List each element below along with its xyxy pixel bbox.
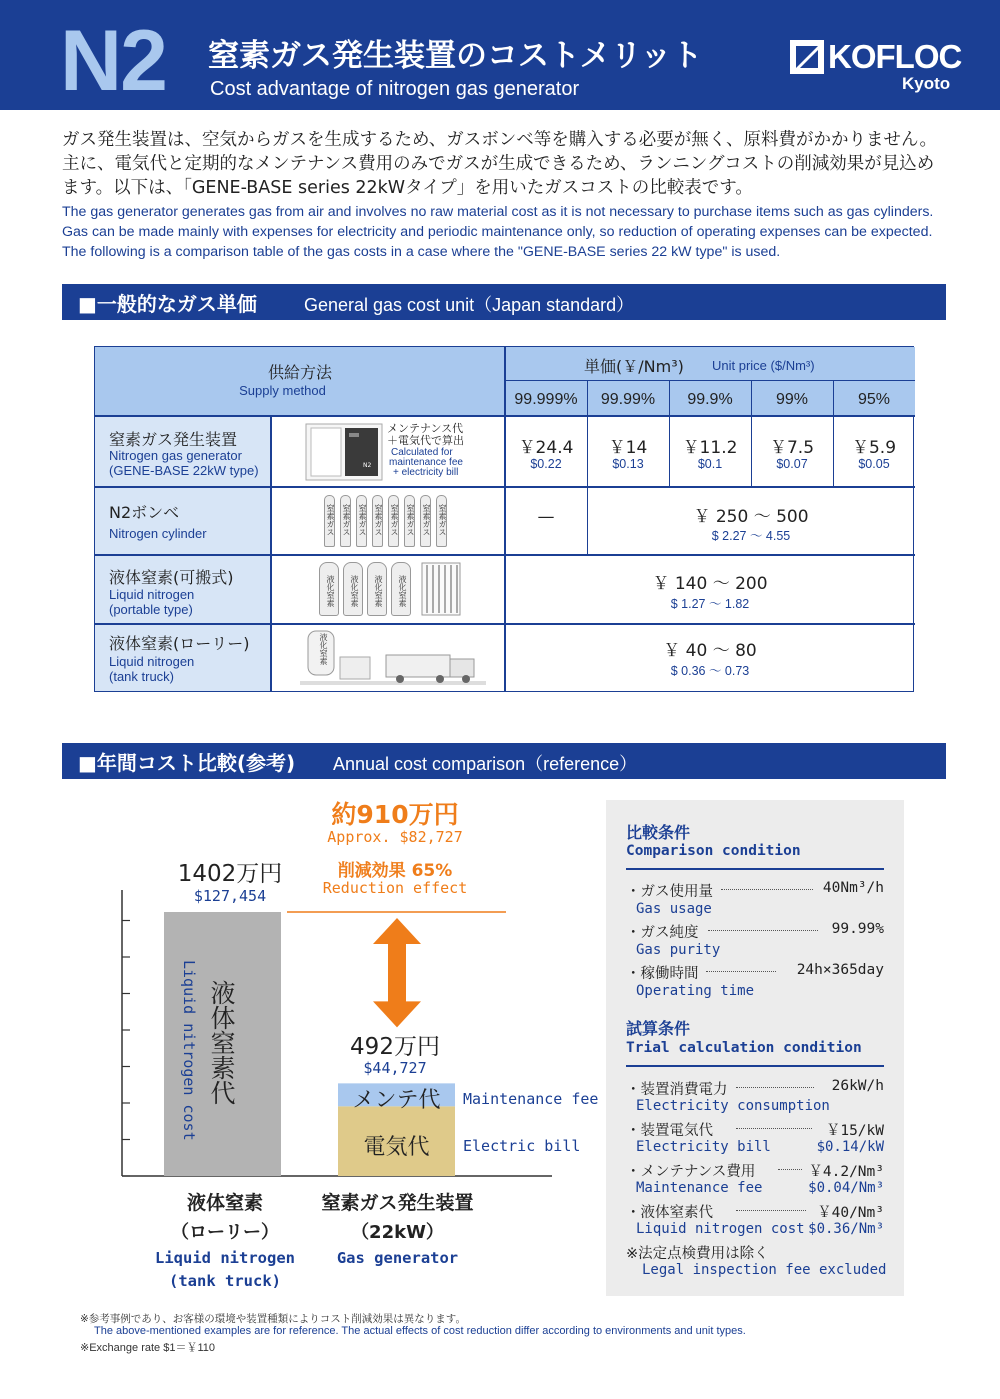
savings-label: 約910万円 <box>331 800 459 829</box>
leader-dots <box>721 889 813 890</box>
cond-gas-purity-label-en: Gas purity <box>636 942 721 958</box>
cylinder-icon: 窒素ガス <box>340 495 351 547</box>
logo-subtext: Kyoto <box>902 74 951 93</box>
category-liquid-en2: (tank truck) <box>169 1272 281 1290</box>
price-95: ￥5.9 <box>851 438 897 458</box>
supply-header-ja: 供給方法 <box>267 363 332 382</box>
dewar-icon: 液化窒素 <box>391 562 411 616</box>
total-liquid-label: 1402万円 <box>177 861 283 887</box>
savings-effect-en: Reduction effect <box>322 879 468 897</box>
cylinder-icon: 窒素ガス <box>420 495 431 547</box>
tank-label: 液化窒素 <box>319 633 328 665</box>
divider <box>626 868 884 870</box>
row-truck-name-ja: 液体窒素(ローリー) <box>109 634 250 653</box>
trial-maintenance-label: ・メンテナンス費用 <box>626 1164 756 1180</box>
n2-badge: N2 <box>60 13 166 109</box>
row-portable-name-en1: Liquid nitrogen <box>109 587 195 602</box>
cond-operating-value: 24h×365day <box>796 962 884 978</box>
category-liquid-ja1: 液体窒素 <box>186 1192 263 1214</box>
truck-price: ￥ 40 〜 80 <box>663 641 757 661</box>
trial-electric-value: ￥15/kW <box>825 1123 884 1139</box>
footer-exchange-rate: ※Exchange rate $1＝￥110 <box>80 1342 215 1354</box>
cond-gas-usage-label-en: Gas usage <box>636 901 712 917</box>
trial-maintenance-value-en: $0.04/Nm³ <box>808 1180 884 1196</box>
leader-dots <box>706 971 776 972</box>
row-generator-name-en2: (GENE-BASE 22kW type) <box>109 463 259 478</box>
cylinder-dash: — <box>537 507 555 527</box>
footer-note-en: The above-mentioned examples are for reference. The actual effects of cost reduction differ according to environments and unit types. <box>94 1325 746 1337</box>
cylinder-icon: 窒素ガス <box>404 495 415 547</box>
cond-operating-label: ・稼働時間 <box>626 966 699 982</box>
cylinder-icon: 窒素ガス <box>372 495 383 547</box>
category-generator-en1: Gas generator <box>336 1249 459 1267</box>
row-generator-name-ja: 窒素ガス発生装置 <box>109 430 238 449</box>
electric-legend: Electric bill <box>463 1137 581 1155</box>
row-portable-name-en2: (portable type) <box>109 602 193 617</box>
section-title-ja: ■一般的なガス単価 <box>78 292 257 316</box>
footer-note-ja: ※参考事例であり、お客様の環境や装置種類によりコスト削減効果は異なります。 <box>80 1313 466 1325</box>
unit-header-ja: 単価(￥/Nm³) <box>584 357 684 376</box>
section-title-ja: ■年間コスト比較(参考) <box>78 751 296 775</box>
generator-note-en2: maintenance fee <box>389 457 463 468</box>
leader-dots <box>778 1169 802 1170</box>
section-title-en: Annual cost comparison（reference） <box>333 754 638 774</box>
generator-note-ja1: メンテナンス代 <box>387 422 464 435</box>
page-subtitle: Cost advantage of nitrogen gas generator <box>210 78 580 100</box>
trial-title-en: Trial calculation condition <box>626 1040 862 1056</box>
conditions-panel <box>606 800 904 1296</box>
leader-dots <box>708 930 818 931</box>
usd-95: $0.05 <box>858 457 890 471</box>
generator-note-ja2: ＋電気代で算出 <box>387 434 464 447</box>
trial-maintenance-value: ￥4.2/Nm³ <box>808 1164 884 1180</box>
cylinder-price: ￥ 250 〜 500 <box>693 507 809 527</box>
legal-note-ja: ※法定点検費用は除く <box>626 1246 769 1262</box>
savings-effect-ja: 削減効果 65% <box>337 861 453 881</box>
row-cylinder-name-ja: N2ボンベ <box>109 503 180 522</box>
generator-note-en1: Calculated for <box>391 447 453 458</box>
purity-2: 99.99% <box>600 391 656 408</box>
leader-dots <box>736 1128 812 1129</box>
trial-liquid-value-en: $0.36/Nm³ <box>808 1221 884 1237</box>
leader-dots <box>736 1210 806 1211</box>
cond-gas-purity-label: ・ガス純度 <box>626 925 699 941</box>
logo-text: KOFLOC <box>828 38 962 75</box>
dewar-icon: 液化窒素 <box>319 562 339 616</box>
trial-liquid-value: ￥40/Nm³ <box>817 1205 884 1221</box>
savings-arrow-icon <box>373 918 421 1027</box>
row-truck-name-en1: Liquid nitrogen <box>109 654 195 669</box>
category-liquid-en1: Liquid nitrogen <box>155 1249 295 1267</box>
cond-gas-usage-label: ・ガス使用量 <box>626 884 713 900</box>
dewar-icon: 液化窒素 <box>367 562 387 616</box>
supply-header-en: Supply method <box>239 383 326 398</box>
trial-liquid-label: ・液体窒素代 <box>626 1205 713 1221</box>
legal-note-en: Legal inspection fee excluded <box>642 1262 887 1278</box>
row-portable-name-ja: 液体窒素(可搬式) <box>109 568 234 587</box>
trial-liquid-label-en: Liquid nitrogen cost <box>636 1221 805 1237</box>
price-99999: ￥24.4 <box>518 438 574 458</box>
cylinder-icon: 窒素ガス <box>388 495 399 547</box>
intro-text-ja: ガス発生装置は、空気からガスを生成するため、ガスボンベ等を購入する必要が無く、原料費がかかりません。主に、電気代と定期的なメンテナンス費用のみでガスが生成できるため、ランニングコストの削減効果が見込めます。以下は、「GENE-BASE series 22kWタイプ」を用いたガスコストの比較表です。 <box>62 130 937 198</box>
liquid-bar-label-en: Liquid nitrogen cost <box>180 960 198 1141</box>
truck-usd: $ 0.36 〜 0.73 <box>670 664 750 678</box>
dewar-icon: 液化窒素 <box>343 562 363 616</box>
liquid-bar-label-ja: 液体窒素代 <box>207 980 236 1105</box>
electric-segment-label: 電気代 <box>363 1135 430 1160</box>
maintenance-segment-label: メンテ代 <box>352 1088 441 1113</box>
purity-3: 99.9% <box>687 391 733 408</box>
cylinder-icon: 窒素ガス <box>324 495 335 547</box>
price-999: ￥11.2 <box>682 438 738 458</box>
comparison-title-en: Comparison condition <box>626 843 801 859</box>
price-99: ￥7.5 <box>769 438 815 458</box>
savings-usd: Approx. $82,727 <box>327 828 463 846</box>
cond-gas-purity-value: 99.99% <box>831 921 884 937</box>
usd-999: $0.1 <box>697 457 723 471</box>
svg-text:N2: N2 <box>363 462 372 469</box>
trial-power-label: ・装置消費電力 <box>626 1082 728 1098</box>
category-generator-ja1: 窒素ガス発生装置 <box>321 1192 474 1214</box>
row-cylinder-name-en: Nitrogen cylinder <box>109 526 207 541</box>
trial-electric-value-en: $0.14/kW <box>816 1139 884 1155</box>
section-title-en: General gas cost unit（Japan standard） <box>304 295 635 315</box>
generator-note-en3: + electricity bill <box>393 467 459 478</box>
category-generator-ja2: （22kW） <box>351 1222 444 1243</box>
unit-header-en: Unit price ($/Nm³) <box>712 358 815 373</box>
portable-price: ￥ 140 〜 200 <box>652 574 768 594</box>
comparison-title: 比較条件 <box>626 823 691 842</box>
maintenance-legend: Maintenance fee <box>463 1090 599 1108</box>
trial-maintenance-label-en: Maintenance fee <box>636 1180 763 1196</box>
row-truck-name-en2: (tank truck) <box>109 669 175 684</box>
category-liquid-ja2: （ローリー） <box>171 1222 279 1243</box>
trial-electric-label: ・装置電気代 <box>626 1123 713 1139</box>
cond-gas-usage-value: 40Nm³/h <box>822 880 884 896</box>
intro-text-en: The gas generator generates gas from air and involves no raw material cost as it is not necessary to purchase items such as gas cylinders. Gas can be made mainly with expenses for electricity and periodic maintenance only, so reduction of operating expenses can be expected. The following is a comparison table of the gas costs in a case where the "GENE-BASE series 22 kW type" is used. <box>62 204 934 260</box>
usd-99: $0.07 <box>776 457 808 471</box>
divider <box>626 1065 884 1067</box>
total-generator-usd: $44,727 <box>363 1059 427 1077</box>
cond-operating-label-en: Operating time <box>636 983 755 999</box>
usd-99999: $0.22 <box>530 457 562 471</box>
trial-power-value: 26kW/h <box>831 1078 884 1094</box>
purity-5: 95% <box>857 391 891 408</box>
usd-9999: $0.13 <box>612 457 644 471</box>
purity-1: 99.999% <box>514 391 578 408</box>
trial-electric-label-en: Electricity bill <box>636 1139 771 1155</box>
trial-title: 試算条件 <box>626 1019 691 1038</box>
total-generator-label: 492万円 <box>350 1034 440 1060</box>
page-title: 窒素ガス発生装置のコストメリット <box>208 38 703 74</box>
total-liquid-usd: $127,454 <box>193 887 267 905</box>
leader-dots <box>736 1087 814 1088</box>
portable-usd: $ 1.27 〜 1.82 <box>670 597 750 611</box>
purity-4: 99% <box>775 391 809 408</box>
row-generator-name-en1: Nitrogen gas generator <box>109 448 242 463</box>
trial-power-label-en: Electricity consumption <box>636 1098 830 1114</box>
cylinder-icon: 窒素ガス <box>436 495 447 547</box>
cylinder-icon: 窒素ガス <box>356 495 367 547</box>
cylinder-usd: $ 2.27 〜 4.55 <box>711 529 791 543</box>
price-9999: ￥14 <box>608 438 648 458</box>
